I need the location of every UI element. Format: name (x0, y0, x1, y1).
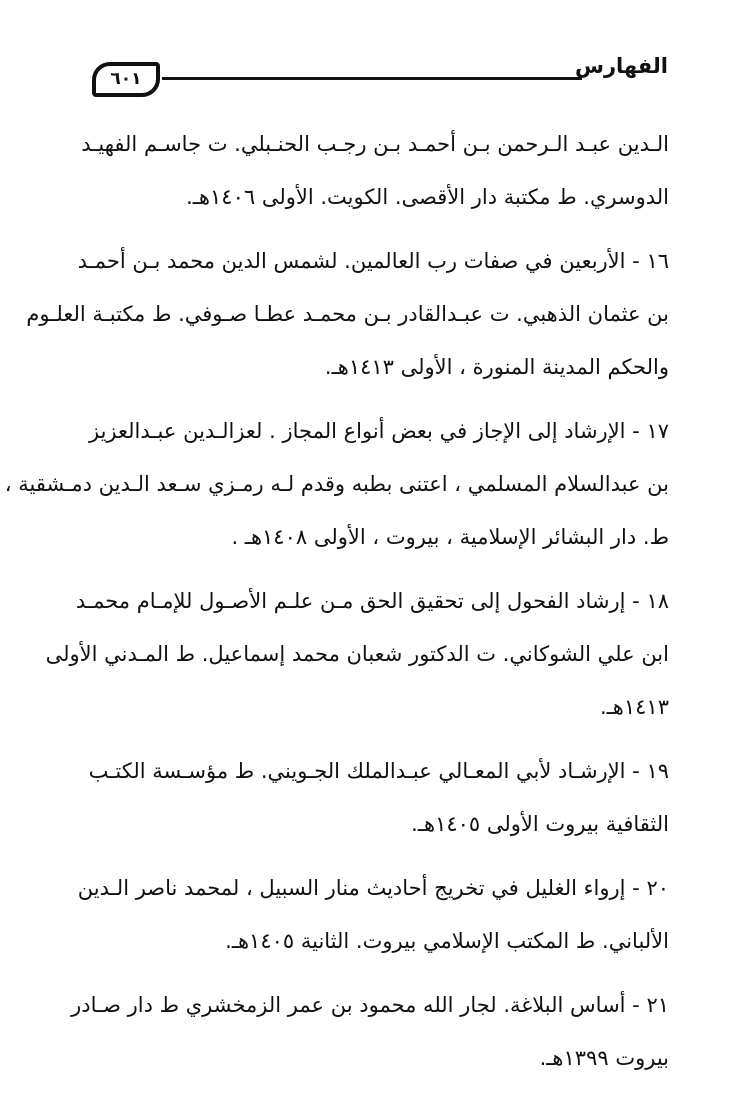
bibliography-entry (4, 405, 669, 564)
entry-line: ابن علي الشوكاني. ت الدكتور شعبان محمد إسماعيل. ط المـدني الأولى (45, 642, 669, 666)
entry-line: بن عبدالسلام المسلمي ، اعتنى بطبه وقدم لـه رمـزي سـعد الـدين دمـشقية ، (4, 472, 669, 496)
bibliography-entry (26, 235, 669, 394)
bibliography-list (4, 118, 669, 1085)
entry-line: ط. دار البشائر الإسلامية ، بيروت ، الأولى ١٤٠٨هـ . (231, 525, 669, 549)
page-number-badge (92, 62, 160, 97)
page-number: ٦٠١ (110, 69, 142, 89)
entry-line: الدوسري. ط مكتبة دار الأقصى. الكويت. الأولى ١٤٠٦هـ. (186, 185, 669, 209)
entry-line: الألباني. ط المكتب الإسلامي بيروت. الثانية ١٤٠٥هـ. (225, 929, 669, 953)
entry-line: بيروت ١٣٩٩هـ. (539, 1046, 669, 1070)
entry-line: بن عثمان الذهبي. ت عبـدالقادر بـن محمـد عطـا صـوفي. ط مكتبـة العلـوم (26, 302, 669, 326)
bibliography-entry (45, 575, 669, 734)
page-header (92, 52, 668, 98)
entry-line: ١٨ - إرشاد الفحول إلى تحقيق الحق مـن علـم الأصـول للإمـام محمـد (75, 589, 669, 613)
page-title: الفهارس (574, 54, 668, 78)
bibliography-entry (77, 862, 669, 968)
bibliography-entry (81, 118, 669, 224)
entry-line: ٢١ - أساس البلاغة. لجار الله محمود بن عمر الزمخشري ط دار صـادر (71, 993, 669, 1017)
entry-line: ١٤١٣هـ. (599, 695, 669, 719)
bibliography-entry (71, 979, 669, 1085)
entry-line: الثقافية بيروت الأولى ١٤٠٥هـ. (411, 812, 669, 836)
entry-line: ٢٠ - إرواء الغليل في تخريج أحاديث منار السبيل ، لمحمد ناصر الـدين (77, 876, 669, 900)
entry-line: ١٦ - الأربعين في صفات رب العالمين. لشمس الدين محمد بـن أحمـد (77, 249, 669, 273)
entry-line: والحكم المدينة المنورة ، الأولى ١٤١٣هـ. (324, 355, 669, 379)
entry-line: الـدين عبـد الـرحمن بـن أحمـد بـن رجـب الحنـبلي. ت جاسـم الفهيـد (81, 132, 669, 156)
header-rule (162, 77, 582, 80)
entry-line: ١٧ - الإرشاد إلى الإجاز في بعض أنواع المجاز . لعزالـدين عبـدالعزيز (89, 419, 669, 443)
entry-line: ١٩ - الإرشـاد لأبي المعـالي عبـدالملك الجـويني. ط مؤسـسة الكتـب (88, 759, 669, 783)
bibliography-entry (88, 745, 669, 851)
